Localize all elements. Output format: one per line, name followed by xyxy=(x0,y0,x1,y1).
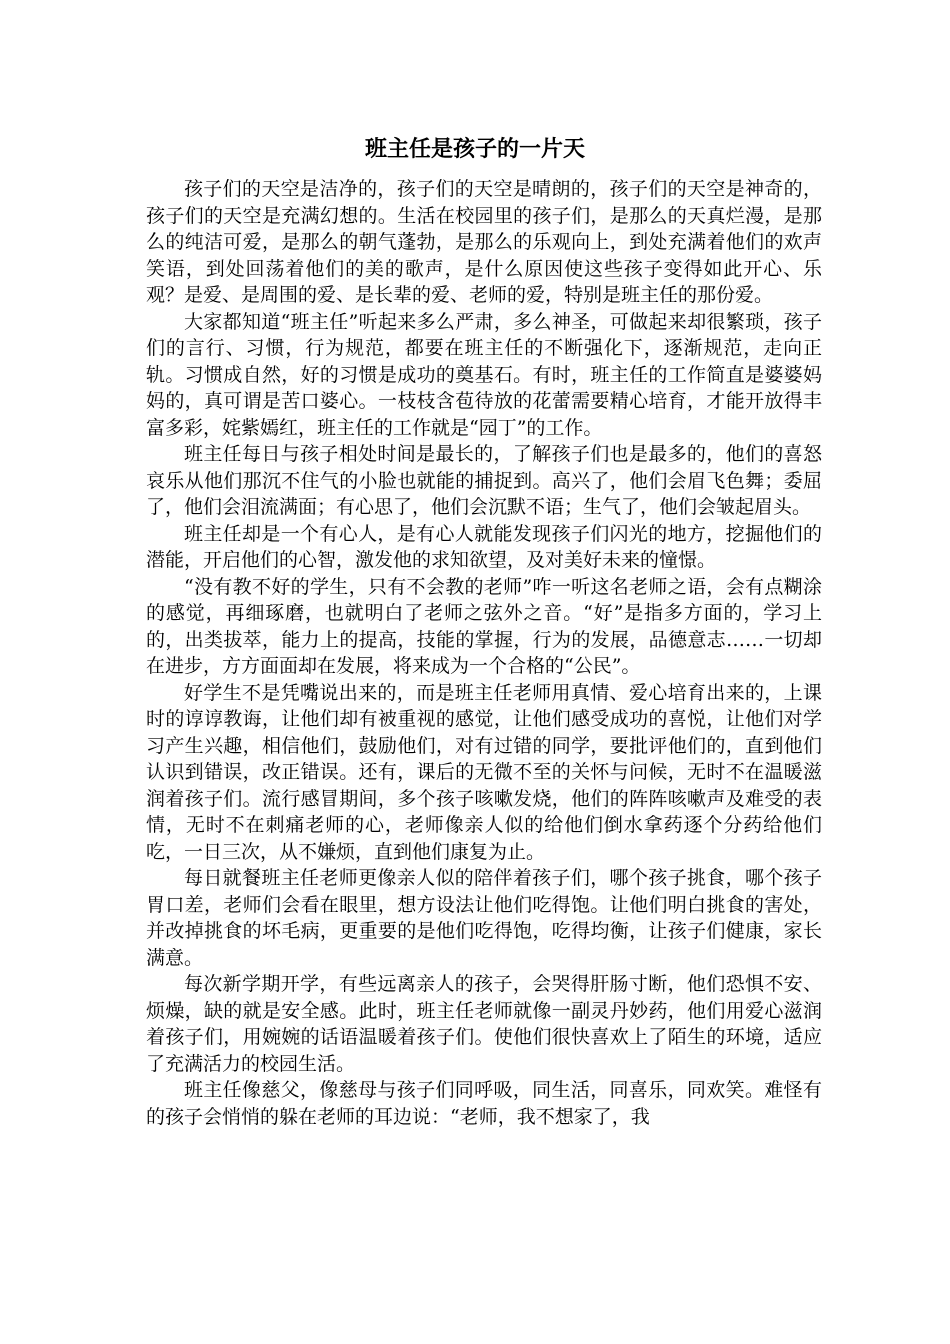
paragraph-1: 孩子们的天空是洁净的，孩子们的天空是晴朗的，孩子们的天空是神奇的，孩子们的天空是充满幻想的。生活在校园里的孩子们，是那么的天真烂漫，是那么的纯洁可爱，是那么的朝气蓬勃，是那么的乐观向上，到处充满着他们的欢声笑语，到处回荡着他们的美的歌声，是什么原因使这些孩子变得如此开心、乐观？是爱、是周围的爱、是长辈的爱、老师的爱，特别是班主任的那份爱。 xyxy=(146,178,822,306)
document-title: 班主任是孩子的一片天 xyxy=(364,136,585,162)
paragraph-5: “没有教不好的学生，只有不会教的老师”咋一听这名老师之语，会有点糊涂的感觉，再细琢磨，也就明白了老师之弦外之音。“好”是指多方面的，学习上的，出类拔萃，能力上的提高，技能的掌握，行为的发展，品德意志……一切却在进步，方方面面却在发展，将来成为一个合格的“公民”。 xyxy=(146,575,822,677)
paragraph-4: 班主任却是一个有心人，是有心人就能发现孩子们闪光的地方，挖掘他们的潜能，开启他们的心智，激发他的求知欲望，及对美好未来的憧憬。 xyxy=(146,522,822,571)
paragraph-6: 好学生不是凭嘴说出来的，而是班主任老师用真情、爱心培育出来的，上课时的谆谆教诲，让他们却有被重视的感觉，让他们感受成功的喜悦，让他们对学习产生兴趣，相信他们，鼓励他们，对有过错的同学，要批评他们的，直到他们认识到错误，改正错误。还有，课后的无微不至的关怀与问候，无时不在温暖滋润着孩子们。流行感冒期间，多个孩子咳嗽发烧，他们的阵阵咳嗽声及难受的表情，无时不在刺痛老师的心，老师像亲人似的给他们倒水拿药逐个分药给他们吃，一日三次，从不嫌烦，直到他们康复为止。 xyxy=(146,681,822,863)
paragraph-9: 班主任像慈父，像慈母与孩子们同呼吸，同生活，同喜乐，同欢笑。难怪有的孩子会悄悄的躲在老师的耳边说：“老师，我不想家了，我 xyxy=(146,1079,822,1128)
paragraph-7: 每日就餐班主任老师更像亲人似的陪伴着孩子们，哪个孩子挑食，哪个孩子胃口差，老师们会看在眼里，想方设法让他们吃得饱。让他们明白挑食的害处，并改掉挑食的坏毛病，更重要的是他们吃得饱，吃得均衡，让孩子们健康，家长满意。 xyxy=(146,867,822,969)
paragraph-3: 班主任每日与孩子相处时间是最长的，了解孩子们也是最多的，他们的喜怒哀乐从他们那沉不住气的小脸也就能的捕捉到。高兴了，他们会眉飞色舞；委屈了，他们会泪流满面；有心思了，他们会沉默不语；生气了，他们会皱起眉头。 xyxy=(146,443,822,518)
paragraph-2: 大家都知道“班主任”听起来多么严肃，多么神圣，可做起来却很繁琐，孩子们的言行、习惯，行为规范，都要在班主任的不断强化下，逐渐规范，走向正轨。习惯成自然，好的习惯是成功的奠基石。有时，班主任的工作简直是婆婆妈妈的，真可谓是苦口婆心。一枝枝含苞待放的花蕾需要精心培育，才能开放得丰富多彩，姹紫嫣红，班主任的工作就是“园丁”的工作。 xyxy=(146,310,822,439)
paragraph-8: 每次新学期开学，有些远离亲人的孩子，会哭得肝肠寸断，他们恐惧不安、烦燥，缺的就是安全感。此时，班主任老师就像一副灵丹妙药，他们用爱心滋润着孩子们，用婉婉的话语温暖着孩子们。使他们很快喜欢上了陌生的环境，适应了充满活力的校园生活。 xyxy=(146,973,822,1075)
document-body xyxy=(146,176,822,1130)
